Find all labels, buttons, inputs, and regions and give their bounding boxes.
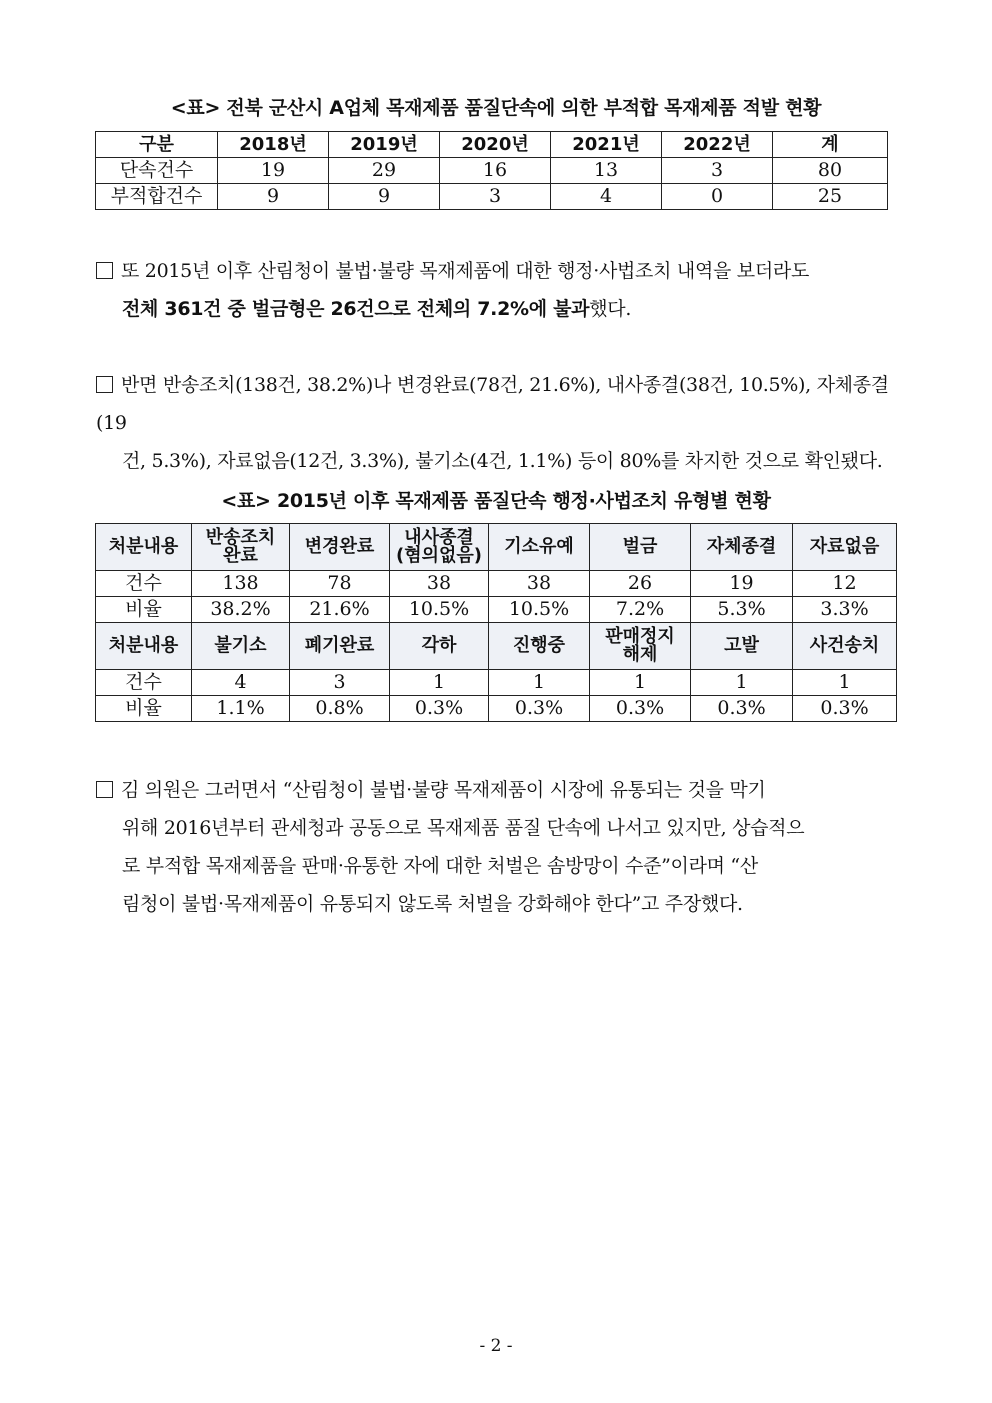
table1-header-cell: 계	[773, 132, 888, 158]
table2-cell: 0.3%	[489, 696, 590, 722]
table2-cell: 1.1%	[192, 696, 290, 722]
page-number: - 2 -	[479, 1336, 513, 1356]
violation-table	[95, 131, 888, 210]
table1-cell: 80	[773, 158, 888, 184]
paragraph-line	[96, 290, 896, 328]
table2-cell: 138	[192, 571, 290, 597]
table2-caption: <표> 2015년 이후 목재제품 품질단속 행정·사법조치 유형별 현황	[221, 490, 771, 512]
table2-cell: 38.2%	[192, 597, 290, 623]
table2-cell: 1	[691, 670, 793, 696]
table2-cell: 0.3%	[590, 696, 691, 722]
table2-cell: 5.3%	[691, 597, 793, 623]
table2-header-cell: 진행중	[489, 623, 590, 670]
table2-cell: 1	[390, 670, 489, 696]
table1-cell: 9	[218, 184, 329, 210]
table1-header-cell: 구분	[96, 132, 218, 158]
table-row	[96, 696, 897, 722]
table2-cell: 4	[192, 670, 290, 696]
paragraph-text: 김 의원은 그러면서 “산림청이 불법·불량 목재제품이 시장에 유통되는 것을 막기	[121, 779, 766, 801]
table-row	[96, 571, 897, 597]
table2-cell: 1	[489, 670, 590, 696]
paragraph-other-measures	[96, 366, 896, 480]
table2-header-cell: 변경완료	[290, 524, 390, 571]
table2-header-cell: 반송조치 완료	[192, 524, 290, 571]
table2-cell: 19	[691, 571, 793, 597]
table1-header-cell: 2018년	[218, 132, 329, 158]
table1-cell: 4	[551, 184, 662, 210]
table1-cell: 29	[329, 158, 440, 184]
table1-cell: 25	[773, 184, 888, 210]
table2-header-cell: 처분내용	[96, 524, 192, 571]
paragraph-penalty-summary	[96, 252, 896, 328]
square-bullet-icon	[96, 262, 113, 279]
table2-cell: 1	[793, 670, 897, 696]
emphasis-text: 전체 361건 중 벌금형은 26건으로 전체의 7.2%에 불과	[122, 298, 590, 320]
table2-header-cell: 자체종결	[691, 524, 793, 571]
table1-cell: 16	[440, 158, 551, 184]
table2-cell: 12	[793, 571, 897, 597]
paragraph-text: 위해 2016년부터 관세청과 공동으로 목재제품 품질 단속에 나서고 있지만, 상습적으	[122, 817, 805, 839]
table2-cell: 10.5%	[489, 597, 590, 623]
table2-header-cell: 각하	[390, 623, 489, 670]
table2-header-cell: 내사종결 (혐의없음)	[390, 524, 489, 571]
table1-cell: 19	[218, 158, 329, 184]
table2-header-cell: 자료없음	[793, 524, 897, 571]
table2-cell: 0.3%	[691, 696, 793, 722]
table2-cell: 1	[590, 670, 691, 696]
table2-cell: 38	[390, 571, 489, 597]
table2-header-row	[96, 623, 897, 670]
table2-cell: 7.2%	[590, 597, 691, 623]
table1-header-row	[96, 132, 888, 158]
table2-header-cell: 불기소	[192, 623, 290, 670]
table1-header-cell: 2022년	[662, 132, 773, 158]
table1-header-cell: 2021년	[551, 132, 662, 158]
paragraph-text: 로 부적합 목재제품을 판매·유통한 자에 대한 처벌은 솜방망이 수준”이라며 “산	[122, 855, 758, 877]
table1-header-cell: 2020년	[440, 132, 551, 158]
table1-cell: 9	[329, 184, 440, 210]
paragraph-text: 림청이 불법·목재제품이 유통되지 않도록 처벌을 강화해야 한다”고 주장했다.	[122, 893, 743, 915]
table2-cell: 78	[290, 571, 390, 597]
table2-header-row	[96, 524, 897, 571]
table2-cell: 26	[590, 571, 691, 597]
table2-header-cell: 폐기완료	[290, 623, 390, 670]
paragraph-lawmaker-quote	[96, 771, 896, 923]
paragraph-text: 건, 5.3%), 자료없음(12건, 3.3%), 불기소(4건, 1.1%) 등이 80%를 차지한 것으로 확인됐다.	[122, 450, 883, 472]
square-bullet-icon	[96, 781, 113, 798]
table-row	[96, 158, 888, 184]
table1-header-cell: 2019년	[329, 132, 440, 158]
table-row	[96, 597, 897, 623]
table1-cell: 단속건수	[96, 158, 218, 184]
table2-header-cell: 사건송치	[793, 623, 897, 670]
table2-header-cell: 벌금	[590, 524, 691, 571]
table2-header-cell: 기소유예	[489, 524, 590, 571]
table2-cell: 0.8%	[290, 696, 390, 722]
table1-cell: 3	[440, 184, 551, 210]
table1-cell: 3	[662, 158, 773, 184]
table2-cell: 38	[489, 571, 590, 597]
table1-caption: <표> 전북 군산시 A업체 목재제품 품질단속에 의한 부적합 목재제품 적발 현황	[170, 97, 822, 119]
table2-cell: 0.3%	[390, 696, 489, 722]
table2-header-cell: 판매정지 해제	[590, 623, 691, 670]
table2-cell: 3.3%	[793, 597, 897, 623]
table2-cell: 10.5%	[390, 597, 489, 623]
paragraph-text: 했다.	[589, 298, 632, 320]
table2-header-cell: 처분내용	[96, 623, 192, 670]
paragraph-text: 반면 반송조치(138건, 38.2%)나 변경완료(78건, 21.6%), 내사종결(38건, 10.5%), 자체종결(19	[96, 374, 889, 434]
table2-cell: 0.3%	[793, 696, 897, 722]
measures-table	[95, 523, 897, 722]
table2-cell: 21.6%	[290, 597, 390, 623]
table1-cell: 13	[551, 158, 662, 184]
table2-header-cell: 고발	[691, 623, 793, 670]
table2-cell: 건수	[96, 571, 192, 597]
table2-cell: 비율	[96, 597, 192, 623]
table1-cell: 부적합건수	[96, 184, 218, 210]
paragraph-text: 또 2015년 이후 산림청이 불법·불량 목재제품에 대한 행정·사법조치 내역을 보더라도	[121, 260, 810, 282]
table-row	[96, 670, 897, 696]
table2-cell: 비율	[96, 696, 192, 722]
table1-cell: 0	[662, 184, 773, 210]
table2-cell: 3	[290, 670, 390, 696]
table-row	[96, 184, 888, 210]
table2-cell: 건수	[96, 670, 192, 696]
square-bullet-icon	[96, 376, 113, 393]
